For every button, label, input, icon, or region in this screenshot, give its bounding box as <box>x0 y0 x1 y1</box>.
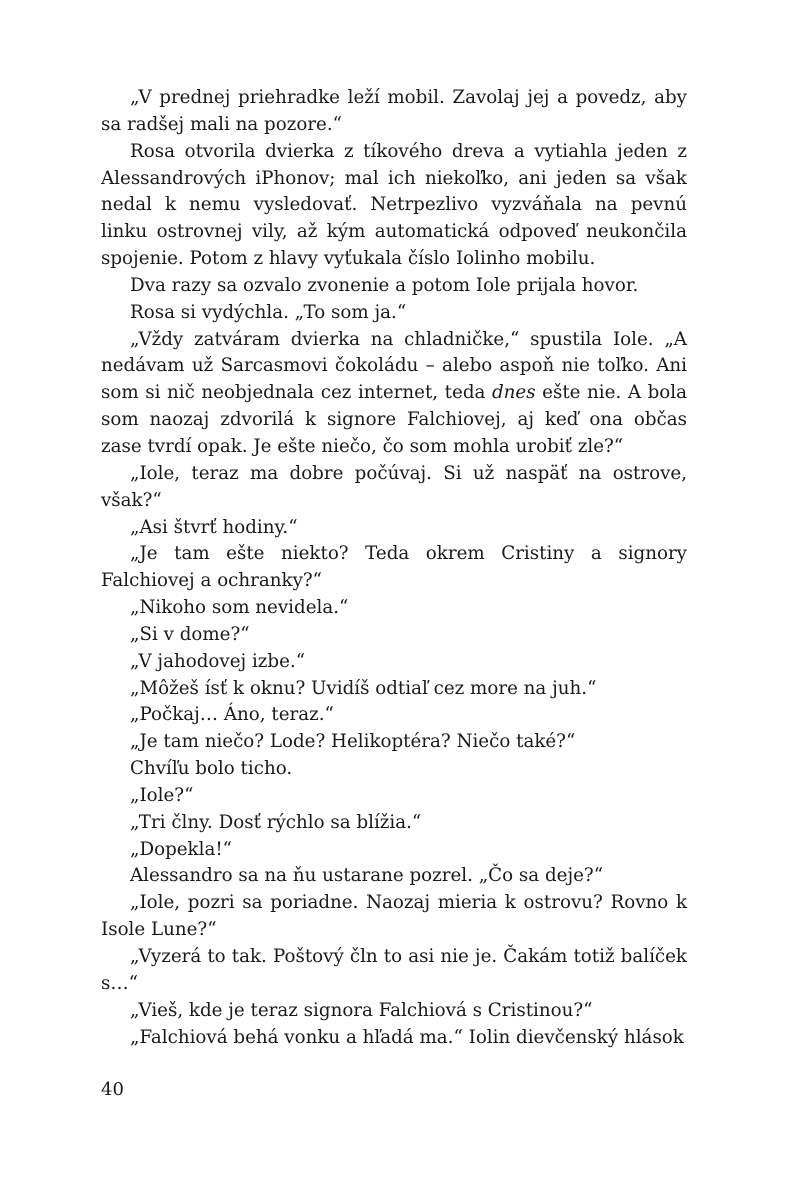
paragraph: „Môžeš ísť k oknu? Uvidíš odtiaľ cez more na juh.“ <box>130 677 597 699</box>
paragraph <box>101 327 687 461</box>
page-number: 40 <box>101 1079 124 1100</box>
paragraph: „Iole, teraz ma dobre počúvaj. Si už naspäť na ostrove, však?“ <box>101 462 687 511</box>
paragraph: Rosa si vydýchla. „To som ja.“ <box>130 301 407 323</box>
paragraph: Alessandro sa na ňu ustarane pozrel. „Čo sa deje?“ <box>130 865 604 887</box>
paragraph: „Falchiová behá vonku a hľadá ma.“ Iolin dievčenský hlások <box>130 1026 684 1048</box>
paragraph: „Iole, pozri sa poriadne. Naozaj mieria k ostrovu? Rovno k Isole Lune?“ <box>101 892 687 941</box>
paragraph-text: „Vždy zatváram dvierka na chladničke,“ spustila Iole. „A nedávam už Sarcasmovi čokoládu – alebo aspoň nie toľko. Ani som si nič neobjednala cez internet, teda <box>101 328 687 404</box>
paragraph-text: ešte nie. A bola som naozaj zdvorilá k signore Falchiovej, aj keď ona občas zase tvrdí opak. Je ešte niečo, čo som mohla urobiť zle?“ <box>101 382 687 457</box>
paragraph: „V prednej priehradke leží mobil. Zavolaj jej a povedz, aby sa radšej mali na pozore.“ <box>101 87 687 135</box>
paragraph: Chvíľu bolo ticho. <box>130 758 293 780</box>
paragraph: „Nikoho som nevidela.“ <box>130 597 349 619</box>
paragraph: „Iole?“ <box>130 784 194 806</box>
paragraph: „Vyzerá to tak. Poštový čln to asi nie je. Čakám totiž balíček s…“ <box>101 946 687 994</box>
paragraph: Dva razy sa ozvalo zvonenie a potom Iole prijala hovor. <box>130 274 639 296</box>
paragraph: „Dopekla!“ <box>130 838 232 860</box>
paragraph: „Tri člny. Dosť rýchlo sa blížia.“ <box>130 811 422 833</box>
body-text <box>101 85 687 1051</box>
paragraph: „Vieš, kde je teraz signora Falchiová s Cristinou?“ <box>130 999 593 1021</box>
paragraph: Rosa otvorila dvierka z tíkového dreva a vytiahla jeden z Alessandrových iPhonov; mal ich niekoľko, ani jeden sa však nedal k nemu vysledovať. Netrpezlivo vyzváňala na pevnú linku ostrovnej vily, až kým automatická odpoveď neukončila spojenie. Potom z hlavy vyťukala číslo Iolinho mobilu. <box>101 140 687 270</box>
paragraph: „V jahodovej izbe.“ <box>130 650 306 672</box>
paragraph: „Je tam ešte niekto? Teda okrem Cristiny a signory Falchiovej a ochranky?“ <box>101 543 687 592</box>
paragraph: „Je tam niečo? Lode? Helikoptéra? Niečo také?“ <box>130 731 576 753</box>
paragraph: „Si v dome?“ <box>130 623 250 645</box>
paragraph: „Asi štvrť hodiny.“ <box>130 516 298 538</box>
emphasized-word: dnes <box>491 382 536 404</box>
paragraph: „Počkaj… Áno, teraz.“ <box>130 704 334 726</box>
